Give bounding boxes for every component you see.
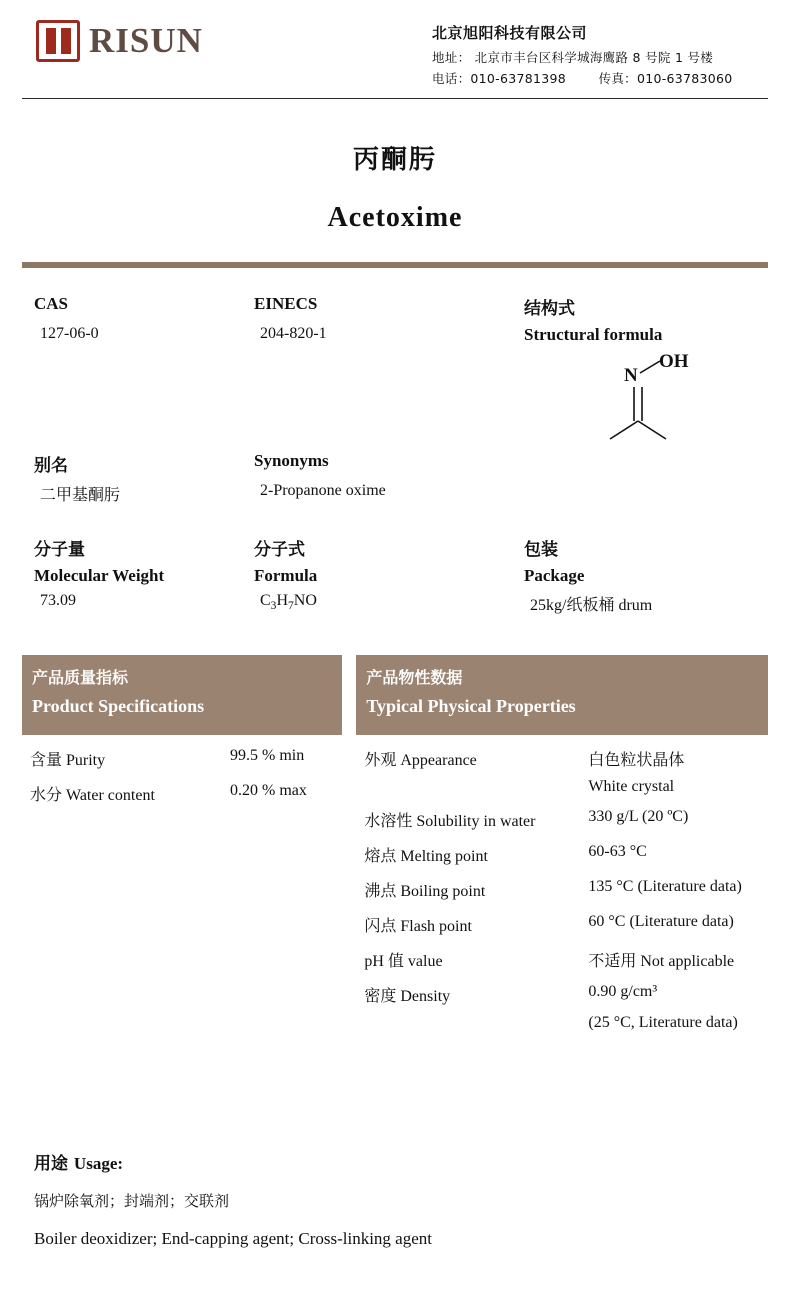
company-fax: 传真：010-63783060 [598,71,733,86]
grid-spacer [254,351,524,377]
table-row [22,782,342,805]
molecular-weight-value: 73.09 [40,592,76,609]
synonyms-value: 2-Propanone oxime [260,482,386,499]
cas-label: CAS [34,294,69,313]
package-label-cn: 包装 [524,540,558,560]
grid-empty [524,482,768,509]
cas-value: 127-06-0 [40,325,99,342]
physical-head-cn: 产品物性数据 [366,668,463,687]
table-row [356,983,768,1006]
grid-spacer [34,509,254,535]
property-value: 135 °C (Literature data) [588,878,742,895]
company-logo [22,20,336,62]
grid-spacer [34,351,254,377]
synonyms-label: Synonyms [254,451,329,470]
table-row [356,878,768,901]
property-key: 沸点 Boiling point [364,883,486,900]
company-name: 北京旭阳科技有限公司 [432,24,588,42]
property-value: 330 g/L (20 ºC) [588,808,689,825]
physical-table-body [356,735,768,1032]
property-key: 熔点 Melting point [364,848,488,865]
company-contact [432,69,768,87]
usage-title-cn: 用途 [34,1154,68,1174]
specs-table-body [22,735,342,805]
table-row [356,843,768,866]
spec-key: 水分 Water content [30,787,155,804]
product-title-en: Acetoxime [327,202,463,233]
formula-label-cn: 分子式 [254,540,305,560]
property-key: pH 值 value [364,953,443,970]
product-specifications-table [22,655,342,1044]
document-header [22,0,768,92]
einecs-value: 204-820-1 [260,325,327,342]
table-row [356,948,768,971]
spec-key: 含量 Purity [30,752,106,769]
accent-rule [22,262,768,268]
product-title-cn: 丙酮肟 [352,145,437,175]
property-key: 水溶性 Solubility in water [364,813,536,830]
property-key: 闪点 Flash point [364,918,472,935]
company-info [336,20,768,90]
header-divider [22,98,768,99]
alias-value-cn: 二甲基酮肟 [40,487,121,504]
table-row [22,747,342,770]
molecular-weight-label-cn: 分子量 [34,540,85,560]
risun-logo-icon [36,20,80,62]
property-key: 密度 Density [364,988,451,1005]
svg-text:OH: OH [659,351,689,372]
property-value: 60 °C (Literature data) [588,913,734,930]
svg-text:N: N [624,365,638,386]
company-phone: 电话：010-63781398 [432,71,566,86]
spec-value: 0.20 % max [230,782,307,799]
product-info-grid [22,294,768,619]
grid-spacer [524,509,768,535]
formula-label-en: Formula [254,566,318,585]
property-key: 外观 Appearance [364,752,477,769]
grid-spacer [254,509,524,535]
einecs-label: EINECS [254,294,318,313]
table-row [356,747,768,770]
usage-title-en: Usage: [73,1154,124,1173]
specs-head-en: Product Specifications [32,696,205,716]
package-label-en: Package [524,566,585,585]
table-row [356,913,768,936]
appearance-subvalue: White crystal [588,778,675,795]
property-value: 白色粒状晶体 [588,752,685,769]
molecular-weight-label-en: Molecular Weight [34,566,165,585]
usage-text-cn: 锅炉除氧剂；封端剂；交联剂 [34,1192,230,1210]
structural-formula-image [524,351,768,451]
property-value: 60-63 °C [588,843,647,860]
property-value: 0.90 g/cm³ [588,983,658,1000]
structural-label-en: Structural formula [524,325,663,344]
physical-table-header [356,655,768,735]
usage-section [34,1149,754,1249]
company-address: 地址： 北京市丰台区科学城海鹰路 8 号院 1 号楼 [432,50,714,65]
property-value: 不适用 Not applicable [588,953,735,970]
usage-text-en: Boiler deoxidizer; End-capping agent; Cross-linking agent [34,1229,432,1248]
data-tables [22,655,768,1044]
package-value: 25kg/纸板桶 drum [530,597,653,614]
physical-properties-table [356,655,768,1044]
structural-label-cn: 结构式 [524,299,575,319]
table-row [356,808,768,831]
spec-value: 99.5 % min [230,747,305,764]
logo-text: RISUN [89,21,203,60]
physical-head-en: Typical Physical Properties [366,696,576,716]
specs-head-cn: 产品质量指标 [32,668,129,687]
density-subvalue: (25 °C, Literature data) [588,1014,738,1031]
usage-title [34,1149,754,1174]
specs-table-header [22,655,342,735]
alias-label-cn: 别名 [34,456,68,476]
acetoxime-structure-svg [564,349,754,459]
formula-value: $C_3H_7NO$ [260,592,317,613]
